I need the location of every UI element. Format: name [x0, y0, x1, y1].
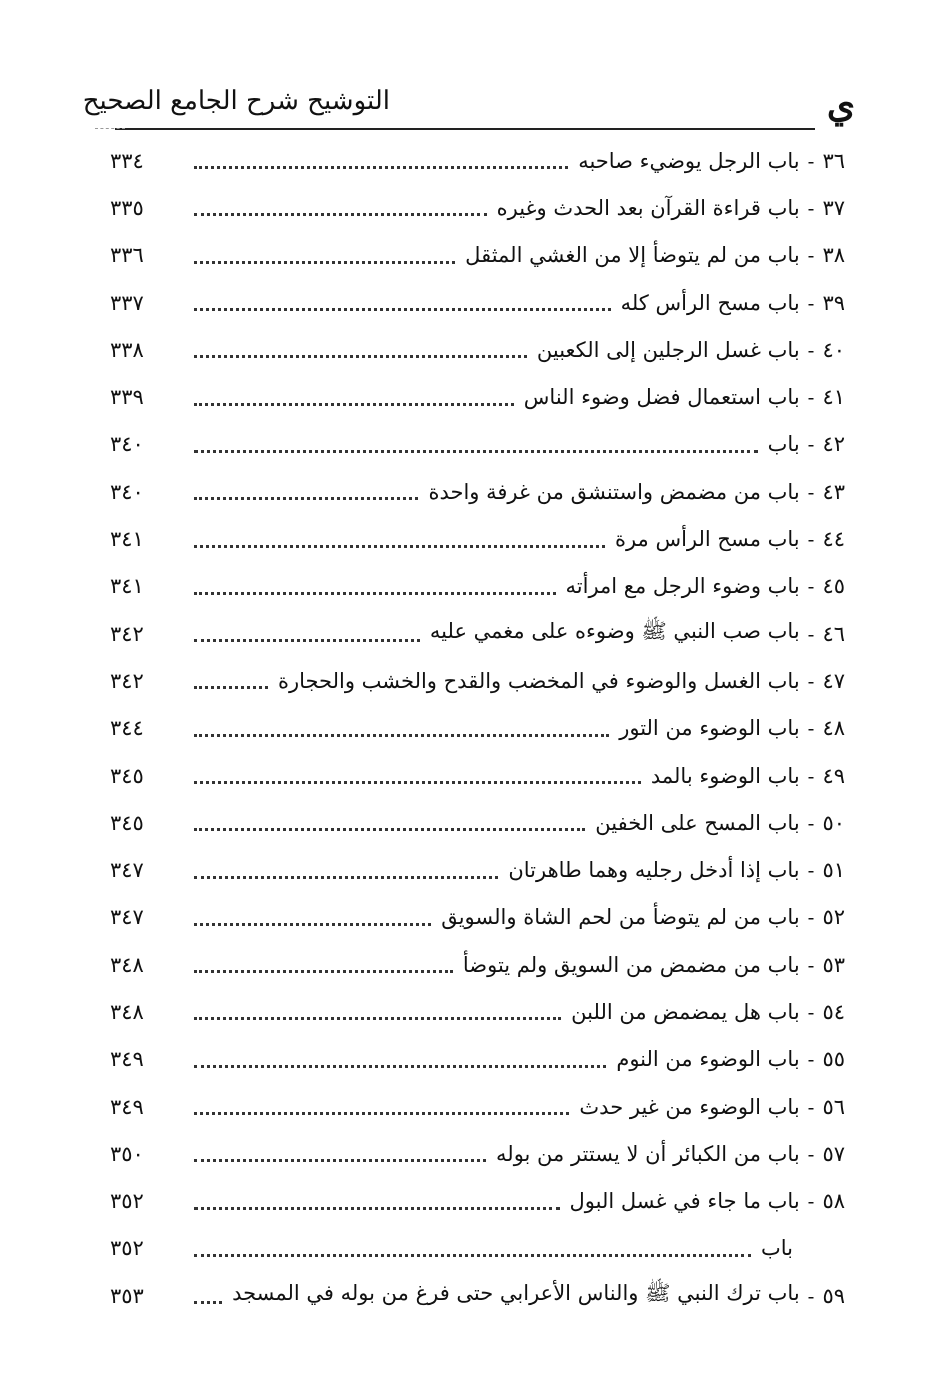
entry-page-number: ٣٤٠ — [110, 432, 144, 457]
entry-number: ٥٩ — [822, 1283, 845, 1308]
entry-title: باب مسح الرأس مرة — [614, 527, 800, 552]
dot-leader — [194, 876, 498, 879]
dot-leader — [194, 1065, 606, 1068]
entry-page-number: ٣٤٠ — [110, 479, 144, 504]
entry-dash: - — [807, 1189, 815, 1214]
dot-leader — [194, 497, 418, 500]
entry-dash: - — [807, 337, 815, 362]
entry-title: باب الوضوء من التور — [619, 716, 800, 741]
page-header — [82, 80, 855, 130]
dot-leader — [194, 1159, 486, 1162]
entry-dash: - — [807, 195, 815, 220]
dot-leader — [194, 781, 641, 784]
entry-page-number: ٣٣٦ — [110, 243, 144, 268]
entry-page-number: ٣٤٩ — [110, 1094, 144, 1119]
entry-number: ٤٠ — [822, 337, 845, 362]
entry-number: ٤٨ — [822, 716, 845, 741]
dot-leader — [194, 213, 487, 216]
toc-entry — [110, 326, 845, 373]
entry-title: باب من لم يتوضأ إلا من الغشي المثقل — [465, 243, 800, 268]
entry-page-number: ٣٥٢ — [110, 1189, 144, 1214]
toc-entry — [110, 705, 845, 752]
entry-number: ٤١ — [822, 385, 845, 410]
entry-number: ٥٨ — [822, 1189, 845, 1214]
toc-entry — [110, 894, 845, 941]
toc-entry — [110, 1083, 845, 1130]
toc-entry — [110, 137, 845, 184]
entry-title: باب المسح على الخفين — [595, 810, 800, 835]
toc-entry — [110, 232, 845, 279]
dot-leader — [194, 686, 268, 689]
entry-title: باب الرجل يوضيء صاحبه — [578, 148, 800, 173]
entry-number: ٥٠ — [822, 810, 845, 835]
dot-leader — [194, 450, 758, 453]
toc-entry — [110, 610, 845, 657]
entry-page-number: ٣٤٧ — [110, 905, 144, 930]
entry-page-number: ٣٤٢ — [110, 621, 144, 646]
entry-title: باب الوضوء من غير حدث — [579, 1094, 800, 1119]
entry-title: باب قراءة القرآن بعد الحدث وغيره — [496, 195, 800, 220]
toc-entry — [110, 941, 845, 988]
entry-title: باب الغسل والوضوء في المخضب والقدح والخشب والحجارة — [277, 668, 800, 693]
entry-title: باب صب النبي ﷺ وضوءه على مغمي عليه — [429, 619, 800, 644]
entry-page-number: ٣٤٨ — [110, 999, 144, 1024]
dot-leader — [194, 923, 431, 926]
entry-title: باب — [760, 1236, 793, 1261]
dot-leader — [194, 403, 514, 406]
entry-page-number: ٣٣٧ — [110, 290, 144, 315]
entry-page-number: ٣٥٣ — [110, 1283, 144, 1308]
toc-entry — [110, 988, 845, 1035]
toc-entry — [110, 752, 845, 799]
toc-entry — [110, 563, 845, 610]
entry-title: باب من مضمض من السويق ولم يتوضأ — [462, 952, 800, 977]
entry-number: ٤٩ — [822, 763, 845, 788]
entry-dash: - — [807, 810, 815, 835]
toc-entry — [110, 515, 845, 562]
entry-number: ٥١ — [822, 858, 845, 883]
toc-entry — [110, 799, 845, 846]
entry-page-number: ٣٤٧ — [110, 858, 144, 883]
entry-dash: - — [807, 763, 815, 788]
entry-title: باب من الكبائر أن لا يستتر من بوله — [496, 1141, 800, 1166]
entry-dash: - — [807, 1283, 815, 1308]
toc-entry — [110, 1036, 845, 1083]
dot-leader — [194, 828, 585, 831]
entry-dash: - — [807, 1047, 815, 1072]
dot-leader — [194, 1254, 751, 1257]
entry-number: ٥٧ — [822, 1141, 845, 1166]
entry-number: ٥٥ — [822, 1047, 845, 1072]
entry-title: باب الوضوء من النوم — [616, 1047, 800, 1072]
entry-title: باب ما جاء في غسل البول — [569, 1189, 800, 1214]
entry-title: باب إذا أدخل رجليه وهما طاهرتان — [508, 858, 800, 883]
entry-page-number: ٣٤٢ — [110, 668, 144, 693]
book-title: التوشيح شرح الجامع الصحيح — [82, 86, 390, 116]
toc-entry — [110, 846, 845, 893]
table-of-contents — [110, 137, 845, 1319]
entry-number: ٥٤ — [822, 999, 845, 1024]
dot-leader — [194, 734, 609, 737]
entry-number: ٤٥ — [822, 574, 845, 599]
header-dash — [95, 128, 125, 129]
entry-title: باب وضوء الرجل مع امرأته — [565, 574, 800, 599]
entry-dash: - — [807, 148, 815, 173]
toc-entry — [110, 279, 845, 326]
entry-page-number: ٣٣٤ — [110, 148, 144, 173]
entry-dash: - — [807, 999, 815, 1024]
dot-leader — [194, 592, 556, 595]
entry-page-number: ٣٣٨ — [110, 337, 144, 362]
entry-page-number: ٣٤٥ — [110, 763, 144, 788]
dot-leader — [194, 166, 568, 169]
entry-number: ٤٧ — [822, 668, 845, 693]
entry-title: باب ترك النبي ﷺ والناس الأعرابي حتى فرغ من بوله في المسجد — [232, 1281, 800, 1306]
entry-number: ٣٨ — [822, 243, 845, 268]
entry-dash: - — [807, 905, 815, 930]
dot-leader — [194, 308, 611, 311]
entry-dash: - — [807, 1141, 815, 1166]
entry-dash: - — [807, 1094, 815, 1119]
toc-entry — [110, 421, 845, 468]
entry-number: ٤٢ — [822, 432, 845, 457]
dot-leader — [194, 1017, 561, 1020]
entry-number: ٥٦ — [822, 1094, 845, 1119]
entry-dash: - — [807, 479, 815, 504]
dot-leader — [194, 1301, 222, 1304]
entry-title: باب — [767, 432, 800, 457]
entry-title: باب هل يمضمض من اللبن — [571, 999, 800, 1024]
header-rule — [115, 128, 815, 130]
entry-number: ٥٣ — [822, 952, 845, 977]
entry-dash: - — [807, 290, 815, 315]
toc-entry — [110, 1225, 845, 1272]
entry-page-number: ٣٤١ — [110, 574, 144, 599]
entry-number: ٤٤ — [822, 527, 845, 552]
entry-page-number: ٣٥٢ — [110, 1236, 144, 1261]
toc-entry — [110, 657, 845, 704]
page-letter: ي — [826, 84, 855, 126]
entry-title: باب استعمال فضل وضوء الناس — [523, 385, 800, 410]
entry-number: ٥٢ — [822, 905, 845, 930]
dot-leader — [194, 970, 453, 973]
entry-dash: - — [807, 858, 815, 883]
entry-title: باب مسح الرأس كله — [620, 290, 800, 315]
entry-page-number: ٣٣٥ — [110, 195, 144, 220]
dot-leader — [194, 639, 420, 642]
entry-dash: - — [807, 952, 815, 977]
dot-leader — [194, 1207, 560, 1210]
entry-title: باب الوضوء بالمد — [650, 763, 800, 788]
entry-page-number: ٣٤٥ — [110, 810, 144, 835]
entry-page-number: ٣٥٠ — [110, 1141, 144, 1166]
toc-entry — [110, 1272, 845, 1319]
entry-dash: - — [807, 432, 815, 457]
toc-entry — [110, 1130, 845, 1177]
entry-dash: - — [807, 574, 815, 599]
entry-number: ٤٣ — [822, 479, 845, 504]
entry-page-number: ٣٤٤ — [110, 716, 144, 741]
dot-leader — [194, 355, 527, 358]
toc-entry — [110, 468, 845, 515]
entry-number: ٣٦ — [822, 148, 845, 173]
entry-page-number: ٣٤١ — [110, 527, 144, 552]
entry-dash: - — [807, 385, 815, 410]
entry-page-number: ٣٣٩ — [110, 385, 144, 410]
entry-page-number: ٣٤٨ — [110, 952, 144, 977]
entry-dash: - — [807, 527, 815, 552]
entry-title: باب غسل الرجلين إلى الكعبين — [536, 337, 800, 362]
entry-title: باب من لم يتوضأ من لحم الشاة والسويق — [441, 905, 800, 930]
toc-entry — [110, 373, 845, 420]
toc-entry — [110, 184, 845, 231]
entry-title: باب من مضمض واستنشق من غرفة واحدة — [428, 479, 800, 504]
entry-number: ٣٩ — [822, 290, 845, 315]
entry-page-number: ٣٤٩ — [110, 1047, 144, 1072]
entry-number: ٣٧ — [822, 195, 845, 220]
dot-leader — [194, 1112, 569, 1115]
entry-dash: - — [807, 621, 815, 646]
entry-dash: - — [807, 243, 815, 268]
entry-dash: - — [807, 668, 815, 693]
entry-dash: - — [807, 716, 815, 741]
entry-number: ٤٦ — [822, 621, 845, 646]
dot-leader — [194, 261, 455, 264]
toc-entry — [110, 1178, 845, 1225]
dot-leader — [194, 545, 605, 548]
